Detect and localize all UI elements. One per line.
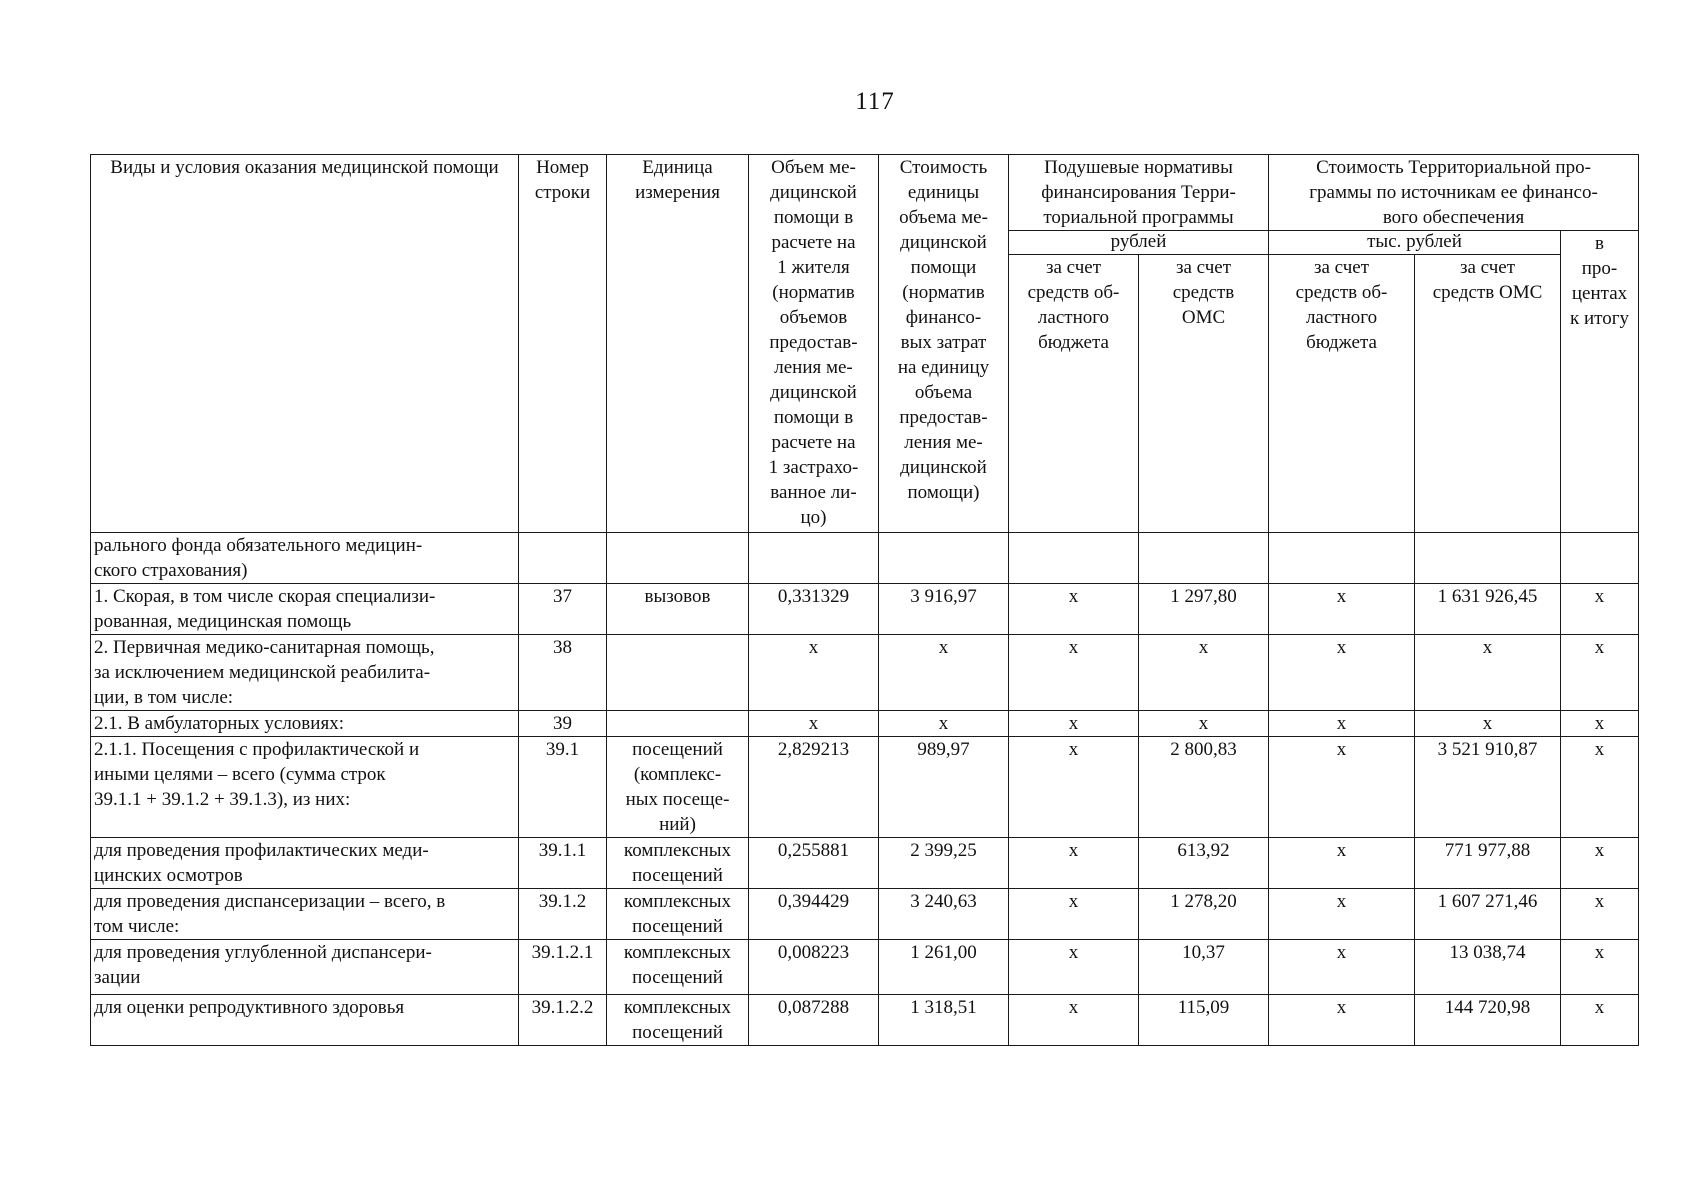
row-volume: х: [749, 711, 879, 737]
row-unit: [607, 711, 749, 737]
row-norm-budget: [1009, 533, 1139, 584]
table-row: [91, 533, 1639, 584]
row-percent: х: [1561, 584, 1639, 635]
row-unit: посещений (комплекс- ных посеще- ний): [607, 737, 749, 838]
row-name: 1. Скорая, в том числе скорая специализи- рованная, медицинская помощь: [91, 584, 519, 635]
header-unit: Единица измерения: [607, 155, 749, 533]
row-percent: х: [1561, 737, 1639, 838]
header-norm-oms: за счет средств ОМС: [1139, 255, 1269, 533]
row-unit-cost: 2 399,25: [879, 838, 1009, 889]
row-norm-oms: [1139, 533, 1269, 584]
table-row: [91, 737, 1639, 838]
row-cost-budget: х: [1269, 889, 1415, 940]
row-name: 2.1.1. Посещения с профилактической и иными целями – всего (сумма строк 39.1.1 + 39.1.2 + 39.1.3), из них:: [91, 737, 519, 838]
table-row: [91, 711, 1639, 737]
page-number: 117: [855, 88, 895, 115]
table-row: [91, 838, 1639, 889]
header-cost-regional-budget: за счет средств об- ластного бюджета: [1269, 255, 1415, 533]
row-cost-oms: 771 977,88: [1415, 838, 1561, 889]
row-cost-oms: х: [1415, 711, 1561, 737]
row-cost-oms: 144 720,98: [1415, 995, 1561, 1046]
row-name: рального фонда обязательного медицин- ского страхования): [91, 533, 519, 584]
row-name: 2. Первичная медико-санитарная помощь, за исключением медицинской реабилита- ции, в том числе:: [91, 635, 519, 711]
row-volume: 0,008223: [749, 940, 879, 995]
row-percent: х: [1561, 889, 1639, 940]
row-unit-cost: 3 916,97: [879, 584, 1009, 635]
header-volume-per-capita: Объем ме- дицинской помощи в расчете на 1 жителя (норматив объемов предостав- ления ме- дицинской помощи в расчете на 1 застрахо- ванное ли- цо): [749, 155, 879, 533]
row-norm-oms: 613,92: [1139, 838, 1269, 889]
row-cost-oms: 3 521 910,87: [1415, 737, 1561, 838]
row-cost-budget: [1269, 533, 1415, 584]
row-norm-budget: х: [1009, 940, 1139, 995]
row-cost-budget: х: [1269, 940, 1415, 995]
row-norm-oms: 1 278,20: [1139, 889, 1269, 940]
row-unit-cost: 3 240,63: [879, 889, 1009, 940]
row-unit-cost: х: [879, 711, 1009, 737]
row-norm-oms: 1 297,80: [1139, 584, 1269, 635]
header-norm-regional-budget: за счет средств об- ластного бюджета: [1009, 255, 1139, 533]
row-volume: 0,331329: [749, 584, 879, 635]
row-cost-budget: х: [1269, 838, 1415, 889]
header-row-number: Номер строки: [519, 155, 607, 533]
financing-table: [90, 154, 1639, 1046]
header-thousand-rubles: тыс. рублей: [1269, 231, 1561, 255]
table-row: [91, 889, 1639, 940]
row-cost-oms: 13 038,74: [1415, 940, 1561, 995]
row-unit: комплексных посещений: [607, 995, 749, 1046]
header-unit-cost: Стоимость единицы объема ме- дицинской помощи (норматив финансо- вых затрат на единицу объема предостав- ления ме- дицинской помощи): [879, 155, 1009, 533]
row-norm-oms: х: [1139, 711, 1269, 737]
row-norm-oms: 115,09: [1139, 995, 1269, 1046]
row-norm-oms: х: [1139, 635, 1269, 711]
row-cost-budget: х: [1269, 737, 1415, 838]
row-cost-budget: х: [1269, 995, 1415, 1046]
row-cost-budget: х: [1269, 711, 1415, 737]
row-unit-cost: х: [879, 635, 1009, 711]
row-norm-oms: 2 800,83: [1139, 737, 1269, 838]
header-rubles: рублей: [1009, 231, 1269, 255]
row-unit: вызовов: [607, 584, 749, 635]
header-program-cost: Стоимость Территориальной про- граммы по источникам ее финансо- вого обеспечения: [1269, 155, 1639, 231]
row-volume: [749, 533, 879, 584]
row-number: 37: [519, 584, 607, 635]
row-unit-cost: 1 318,51: [879, 995, 1009, 1046]
row-unit: комплексных посещений: [607, 940, 749, 995]
row-number: 39.1.2: [519, 889, 607, 940]
row-cost-oms: 1 607 271,46: [1415, 889, 1561, 940]
table-row: [91, 635, 1639, 711]
row-name: 2.1. В амбулаторных условиях:: [91, 711, 519, 737]
row-volume: 2,829213: [749, 737, 879, 838]
row-norm-oms: 10,37: [1139, 940, 1269, 995]
row-unit: [607, 533, 749, 584]
row-percent: [1561, 533, 1639, 584]
row-volume: 0,394429: [749, 889, 879, 940]
row-norm-budget: х: [1009, 737, 1139, 838]
row-name: для проведения профилактических меди- цинских осмотров: [91, 838, 519, 889]
row-unit-cost: 1 261,00: [879, 940, 1009, 995]
row-percent: х: [1561, 635, 1639, 711]
row-norm-budget: х: [1009, 838, 1139, 889]
row-volume: х: [749, 635, 879, 711]
row-norm-budget: х: [1009, 711, 1139, 737]
row-cost-budget: х: [1269, 584, 1415, 635]
row-number: 39: [519, 711, 607, 737]
row-cost-oms: 1 631 926,45: [1415, 584, 1561, 635]
row-norm-budget: х: [1009, 995, 1139, 1046]
row-volume: 0,087288: [749, 995, 879, 1046]
row-percent: х: [1561, 711, 1639, 737]
row-number: 39.1.2.2: [519, 995, 607, 1046]
row-unit-cost: [879, 533, 1009, 584]
row-name: для проведения углубленной диспансери- зации: [91, 940, 519, 995]
table-row: [91, 584, 1639, 635]
row-percent: х: [1561, 995, 1639, 1046]
table-row: [91, 995, 1639, 1046]
header-per-capita-norms: Подушевые нормативы финансирования Терри- ториальной программы: [1009, 155, 1269, 231]
row-unit-cost: 989,97: [879, 737, 1009, 838]
row-cost-oms: [1415, 533, 1561, 584]
row-norm-budget: х: [1009, 889, 1139, 940]
row-number: 39.1.1: [519, 838, 607, 889]
table-row: [91, 940, 1639, 995]
row-number: 39.1: [519, 737, 607, 838]
header-percent-of-total: в про- центах к итогу: [1561, 231, 1639, 533]
header-cost-oms: за счет средств ОМС: [1415, 255, 1561, 533]
row-volume: 0,255881: [749, 838, 879, 889]
row-unit: комплексных посещений: [607, 889, 749, 940]
row-percent: х: [1561, 940, 1639, 995]
row-percent: х: [1561, 838, 1639, 889]
row-norm-budget: х: [1009, 584, 1139, 635]
row-name: для оценки репродуктивного здоровья: [91, 995, 519, 1046]
header-type-of-care: Виды и условия оказания медицинской помощи: [91, 155, 519, 533]
row-number: 38: [519, 635, 607, 711]
row-norm-budget: х: [1009, 635, 1139, 711]
row-unit: комплексных посещений: [607, 838, 749, 889]
row-cost-oms: х: [1415, 635, 1561, 711]
row-unit: [607, 635, 749, 711]
row-number: [519, 533, 607, 584]
row-name: для проведения диспансеризации – всего, в том числе:: [91, 889, 519, 940]
row-number: 39.1.2.1: [519, 940, 607, 995]
row-cost-budget: х: [1269, 635, 1415, 711]
